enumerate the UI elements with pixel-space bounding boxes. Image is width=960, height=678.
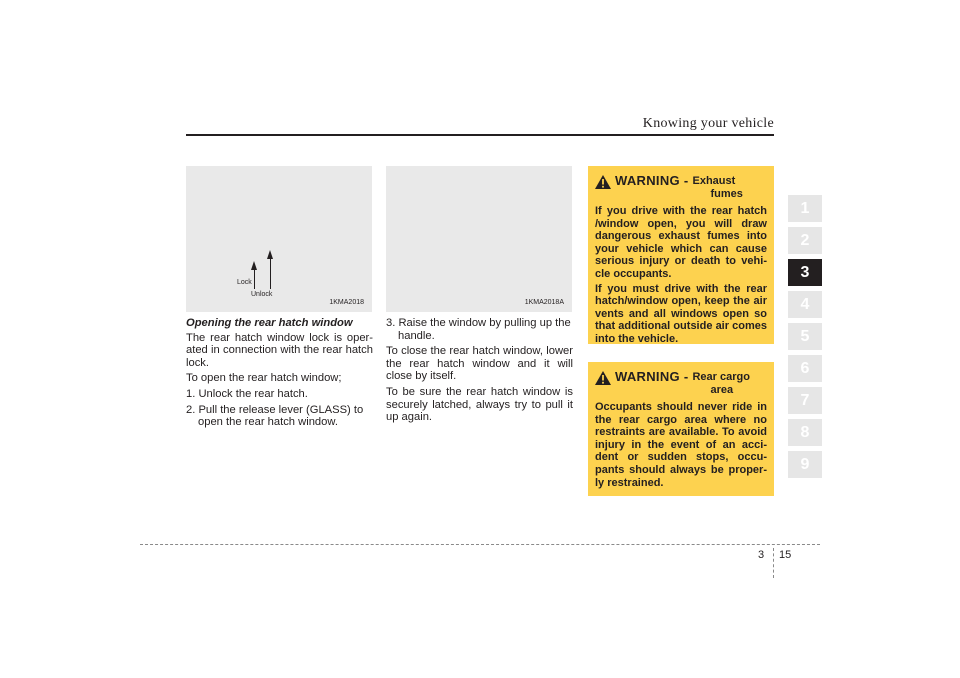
paragraph: To open the rear hatch window; (186, 372, 342, 385)
warning-word: WARNING - (615, 173, 689, 188)
warning-paragraph: Occupants should never ride in the rear cargo area where no restraints are available. To avoid injury in the event of an acci-dent or sudden stops, occu-pants should always be proper-ly restrained. (595, 401, 767, 489)
chapter-tab-3[interactable]: 3 (788, 259, 822, 286)
warning-subject-line1: Exhaust (692, 175, 736, 187)
warning-subject-line2: area (710, 384, 734, 396)
step-item: 2. Pull the release lever (GLASS) to open the rear hatch window. (186, 403, 364, 429)
footer-page-number: 15 (779, 549, 792, 561)
chapter-tab-5[interactable]: 5 (788, 323, 822, 350)
warning-heading (595, 175, 767, 201)
paragraph: The rear hatch window lock is oper-ated in connection with the rear hatch lock. (186, 331, 373, 369)
warning-triangle-icon (595, 371, 611, 385)
unlock-label: Unlock (251, 291, 273, 298)
warning-triangle-icon (595, 175, 611, 189)
chapter-tab-2[interactable]: 2 (788, 227, 822, 254)
warning-word: WARNING - (615, 369, 689, 384)
figure-code: 1KMA2018 (329, 299, 364, 306)
chapter-tabs (788, 195, 822, 483)
warning-heading (595, 371, 767, 397)
warning-subject (692, 175, 742, 201)
chapter-tab-6[interactable]: 6 (788, 355, 822, 382)
left-text-column (186, 317, 373, 432)
step-item: 1. Unlock the rear hatch. (186, 387, 308, 400)
warning-body (595, 401, 767, 489)
footer-rule (140, 544, 820, 545)
chapter-tab-8[interactable]: 8 (788, 419, 822, 446)
paragraph: To be sure the rear hatch window is securely latched, always try to pull it up again. (386, 385, 573, 424)
middle-text-column (386, 317, 573, 427)
warning-subject-line2: fumes (710, 188, 743, 200)
unlock-arrow-line (270, 258, 271, 289)
chapter-tab-1[interactable]: 1 (788, 195, 822, 222)
running-header-title: Knowing your vehicle (642, 116, 774, 131)
warning-subject (692, 371, 749, 397)
figure-rear-hatch-window (386, 166, 572, 312)
chapter-tab-4[interactable]: 4 (788, 291, 822, 318)
warning-box-exhaust-fumes (588, 166, 774, 344)
figure-rear-hatch-lock (186, 166, 372, 312)
paragraph: To close the rear hatch window, lower the rear hatch window and it will close by itself. (386, 345, 573, 383)
warning-box-rear-cargo-area (588, 362, 774, 496)
lock-label: Lock (237, 279, 252, 286)
lock-arrow-line (254, 269, 255, 289)
figure-code: 1KMA2018A (524, 299, 564, 306)
footer-chapter-number: 3 (758, 549, 765, 561)
header-rule (186, 134, 774, 136)
warning-subject-line1: Rear cargo (692, 371, 750, 383)
step-item: 3. Raise the window by pulling up the handle. (386, 317, 571, 342)
warning-body (595, 205, 767, 346)
chapter-tab-9[interactable]: 9 (788, 451, 822, 478)
section-title: Opening the rear hatch window (186, 317, 353, 329)
footer-divider (773, 548, 774, 578)
warning-paragraph: If you must drive with the rear hatch/window open, keep the air vents and all windows open so that additional outside air comes into the vehicle. (595, 282, 767, 345)
warning-paragraph: If you drive with the rear hatch /window open, you will draw dangerous exhaust fumes into your vehicle which can cause serious injury or death to vehi-cle occupants. (595, 205, 767, 280)
chapter-tab-7[interactable]: 7 (788, 387, 822, 414)
